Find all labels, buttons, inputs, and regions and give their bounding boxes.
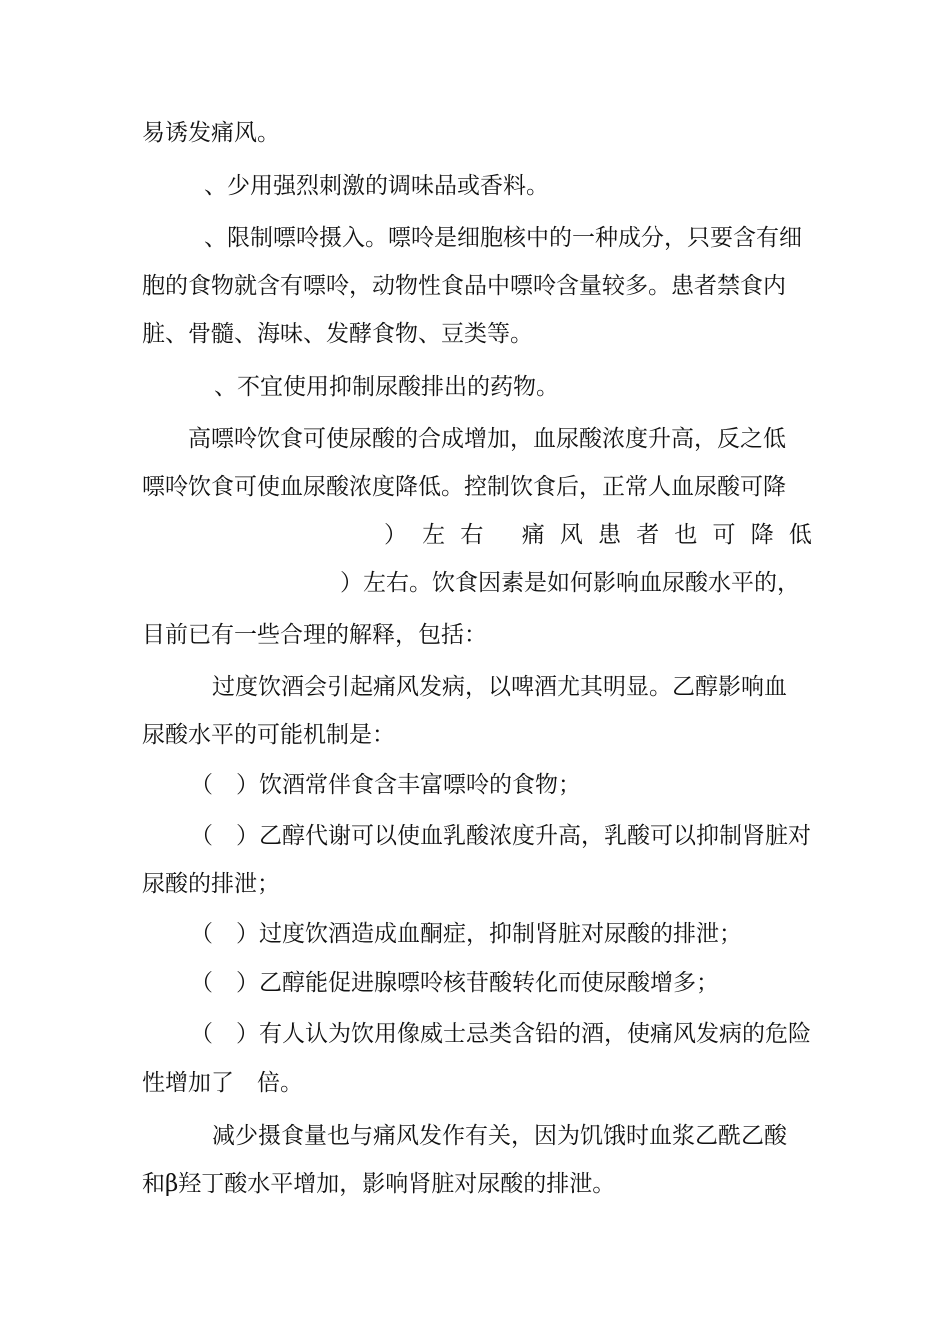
spread-char: 低 (788, 522, 812, 548)
spread-char: ） (384, 522, 407, 548)
paragraph-diet-line-2: 嘌呤饮食可使血尿酸浓度降低。控制饮食后，正常人血尿酸可降 (142, 474, 786, 500)
list-item-spice: 、少用强烈刺激的调味品或香料。 (204, 173, 549, 199)
mechanism-item-1: （ ）饮酒常伴食含丰富嘌呤的食物； (190, 772, 581, 798)
mechanism-item-5-line-1: （ ）有人认为饮用像威士忌类含铅的酒，使痛风发病的危险 (190, 1021, 811, 1047)
list-item-purine-line-1: 、限制嘌呤摄入。嘌呤是细胞核中的一种成分，只要含有细 (204, 225, 802, 251)
paragraph-alcohol-line-1: 过度饮酒会引起痛风发病，以啤酒尤其明显。乙醇影响血 (212, 674, 787, 700)
paragraph-diet-line-3 (384, 520, 812, 550)
spread-gap (499, 520, 507, 550)
mechanism-item-2-line-2: 尿酸的排泄； (142, 871, 280, 897)
paragraph-fasting-line-1: 减少摄食量也与痛风发作有关，因为饥饿时血浆乙酰乙酸 (212, 1123, 787, 1149)
mechanism-item-3: （ ）过度饮酒造成血酮症，抑制肾脏对尿酸的排泄； (190, 921, 742, 947)
list-item-purine-line-3: 脏、骨髓、海味、发酵食物、豆类等。 (142, 321, 533, 347)
spread-char: 也 (674, 522, 698, 548)
spread-char: 痛 (521, 522, 545, 548)
mechanism-item-2-line-1: （ ）乙醇代谢可以使血乳酸浓度升高，乳酸可以抑制肾脏对 (190, 823, 811, 849)
paragraph-diet-line-5: 目前已有一些合理的解释，包括： (142, 622, 487, 648)
list-item-drugs: 、不宜使用抑制尿酸排出的药物。 (214, 374, 559, 400)
spread-char: 降 (750, 522, 774, 548)
spread-char: 患 (598, 522, 622, 548)
spread-char: 右 (460, 522, 484, 548)
paragraph-diet-line-1: 高嘌呤饮食可使尿酸的合成增加，血尿酸浓度升高，反之低 (188, 426, 786, 452)
paragraph-line-1: 易诱发痛风。 (142, 120, 280, 146)
list-item-purine-line-2: 胞的食物就含有嘌呤，动物性食品中嘌呤含量较多。患者禁食内 (142, 273, 786, 299)
mechanism-item-4: （ ）乙醇能促进腺嘌呤核苷酸转化而使尿酸增多； (190, 970, 719, 996)
paragraph-diet-line-4: ）左右。饮食因素是如何影响血尿酸水平的， (340, 570, 800, 596)
mechanism-item-5-line-2: 性增加了 倍。 (142, 1070, 303, 1096)
spread-char: 风 (559, 522, 583, 548)
spread-char: 者 (636, 522, 660, 548)
paragraph-fasting-line-2: 和β羟丁酸水平增加，影响肾脏对尿酸的排泄。 (142, 1171, 616, 1197)
spread-char: 左 (422, 522, 446, 548)
spread-char: 可 (712, 522, 736, 548)
paragraph-alcohol-line-2: 尿酸水平的可能机制是： (142, 722, 395, 748)
